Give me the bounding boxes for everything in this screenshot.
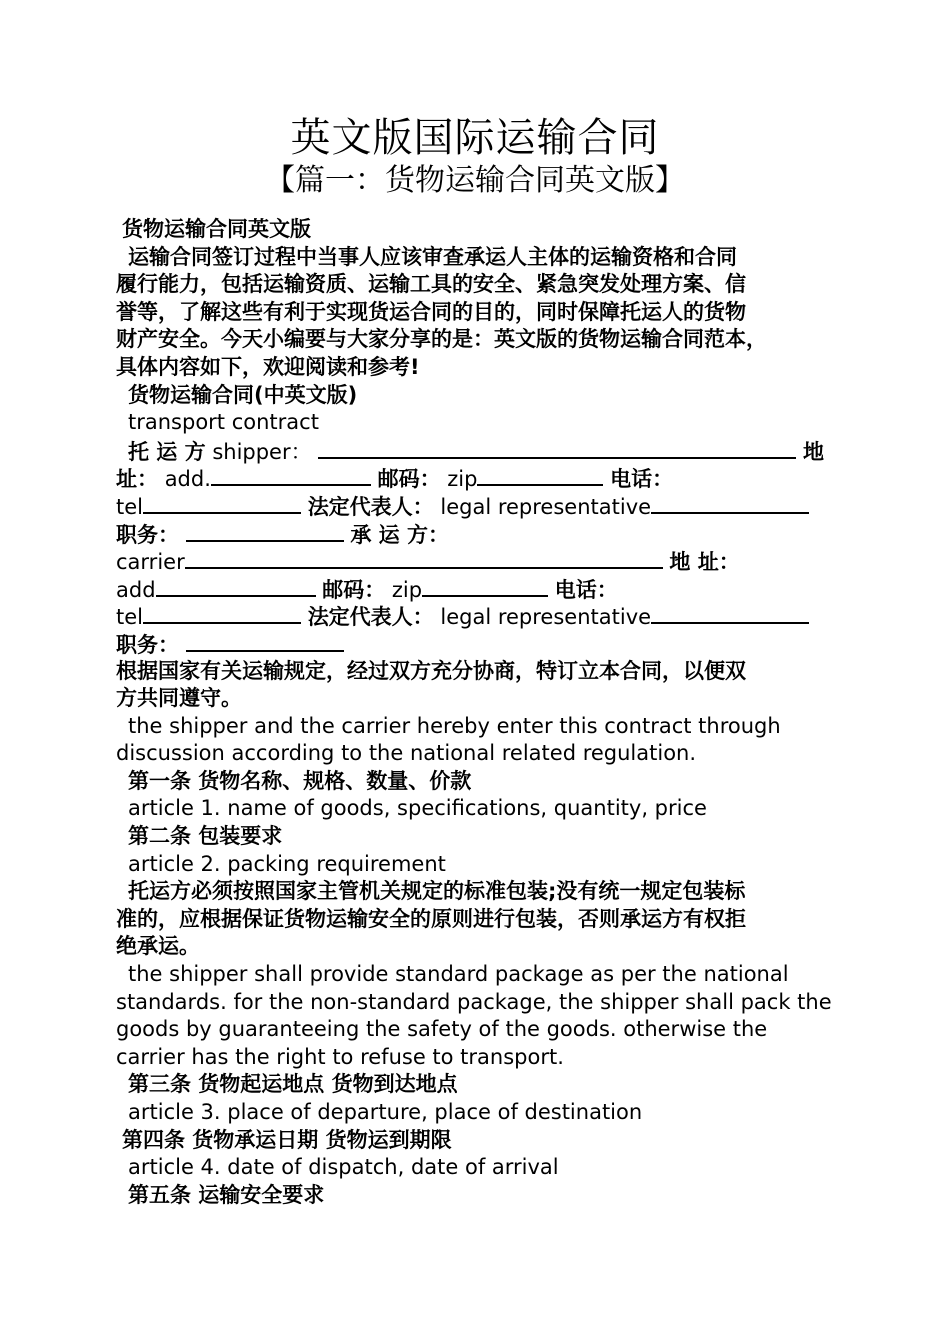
contract-heading: 货物运输合同(中英文版) bbox=[128, 382, 358, 407]
document-body bbox=[116, 216, 856, 1209]
tel-blank[interactable] bbox=[143, 602, 301, 624]
zip-blank[interactable] bbox=[422, 575, 548, 597]
article-heading: 第一条 货物名称、规格、数量、价款 bbox=[128, 768, 472, 793]
paragraph-line: 运输合同签订过程中当事人应该审查承运人主体的运输资格和合同 bbox=[128, 244, 737, 269]
zip-blank[interactable] bbox=[477, 464, 603, 486]
paragraph-line: 方共同遵守。 bbox=[116, 686, 242, 711]
shipper-line: 托 运 方 shipper： 地 bbox=[116, 437, 856, 465]
paragraph-line: 绝承运。 bbox=[116, 934, 200, 959]
article-heading: 第五条 运输安全要求 bbox=[128, 1182, 325, 1207]
shipper-blank[interactable] bbox=[318, 437, 796, 459]
paragraph-line: 誉等，了解这些有利于实现货运合同的目的，同时保障托运人的货物 bbox=[116, 299, 746, 324]
contract-heading-en: transport contract bbox=[128, 410, 319, 435]
address-blank[interactable] bbox=[211, 464, 371, 486]
document-title: 英文版国际运输合同 bbox=[290, 115, 660, 161]
paragraph-line: 履行能力，包括运输资质、运输工具的安全、紧急突发处理方案、信 bbox=[116, 272, 746, 297]
paragraph-line: 托运方必须按照国家主管机关规定的标准包装;没有统一规定包装标 bbox=[128, 879, 746, 904]
article-heading-en: article 1. name of goods, specifications, quantity, price bbox=[128, 796, 707, 821]
carrier-title-line: 职务： bbox=[116, 630, 856, 658]
paragraph-line-en: standards. for the non-standard package, the shipper shall pack the bbox=[116, 989, 832, 1014]
paragraph-line: 准的，应根据保证货物运输安全的原则进行包装，否则承运方有权拒 bbox=[116, 906, 746, 931]
title-blank[interactable] bbox=[186, 630, 344, 652]
article-heading-en: article 3. place of departure, place of destination bbox=[128, 1100, 643, 1124]
article-heading: 第二条 包装要求 bbox=[128, 824, 283, 849]
article-heading: 第四条 货物承运日期 货物运到期限 bbox=[122, 1127, 452, 1152]
carrier-line: carrier 地 址： bbox=[116, 547, 856, 575]
paragraph-line-en: carrier has the right to refuse to transport. bbox=[116, 1044, 564, 1069]
carrier-tel-line: tel 法定代表人： legal representative bbox=[116, 602, 856, 630]
shipper-title-line: 职务： 承 运 方： bbox=[116, 520, 856, 548]
paragraph-line-en: goods by guaranteeing the safety of the goods. otherwise the bbox=[116, 1017, 768, 1042]
legal-rep-blank[interactable] bbox=[651, 492, 809, 514]
shipper-address-line: 址： add. 邮码： zip 电话： bbox=[116, 464, 856, 492]
paragraph-line: 根据国家有关运输规定，经过双方充分协商，特订立本合同，以便双 bbox=[116, 658, 746, 683]
paragraph-line-en: discussion according to the national related regulation. bbox=[116, 741, 697, 766]
carrier-blank[interactable] bbox=[185, 547, 663, 569]
paragraph-line: 具体内容如下，欢迎阅读和参考! bbox=[116, 354, 420, 379]
address-blank[interactable] bbox=[156, 575, 316, 597]
tel-blank[interactable] bbox=[143, 492, 301, 514]
paragraph-line-en: the shipper and the carrier hereby enter this contract through bbox=[128, 713, 781, 738]
document-subtitle: 【篇一：货物运输合同英文版】 bbox=[265, 163, 685, 198]
shipper-tel-line: tel 法定代表人： legal representative bbox=[116, 492, 856, 520]
article-heading: 第三条 货物起运地点 货物到达地点 bbox=[128, 1072, 458, 1097]
carrier-address-line: add 邮码： zip 电话： bbox=[116, 575, 856, 603]
legal-rep-blank[interactable] bbox=[651, 602, 809, 624]
article-heading-en: article 2. packing requirement bbox=[128, 851, 446, 876]
paragraph-line: 财产安全。今天小编要与大家分享的是：英文版的货物运输合同范本， bbox=[116, 327, 767, 352]
paragraph-line-en: the shipper shall provide standard package as per the national bbox=[128, 962, 789, 987]
section-heading: 货物运输合同英文版 bbox=[122, 217, 311, 241]
title-blank[interactable] bbox=[186, 520, 344, 542]
article-heading-en: article 4. date of dispatch, date of arrival bbox=[128, 1155, 559, 1180]
